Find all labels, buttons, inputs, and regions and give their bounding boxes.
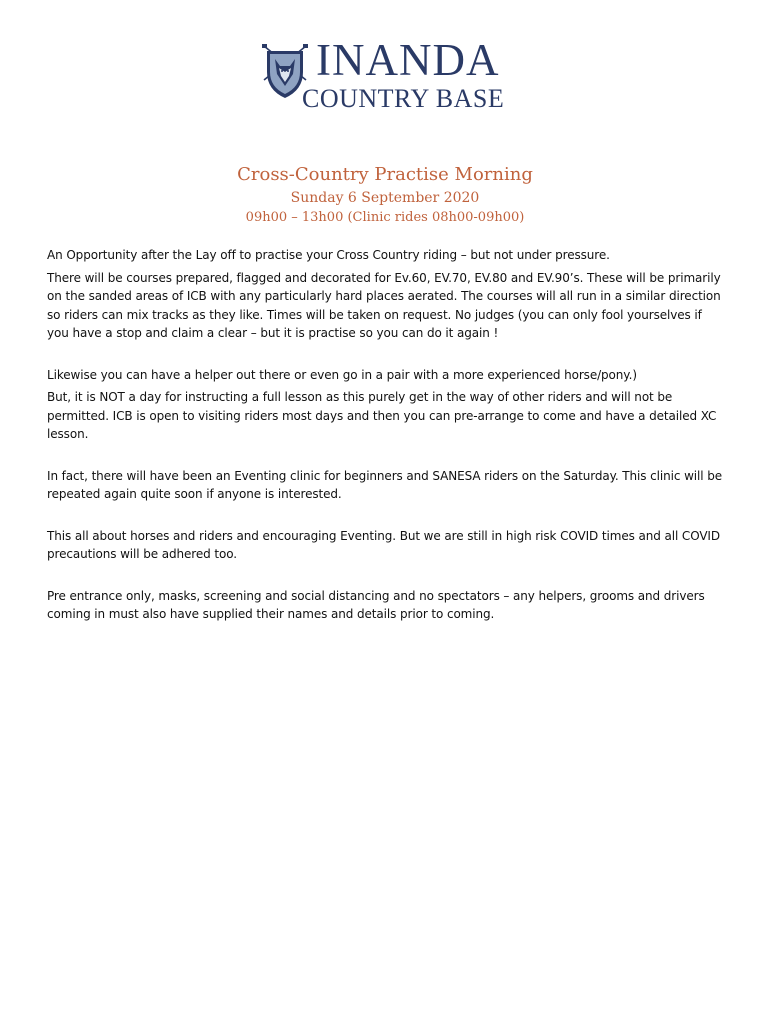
paragraph: An Opportunity after the Lay off to practise your Cross Country riding – but not under pressure. xyxy=(47,248,610,262)
document-title: Cross-Country Practise Morning xyxy=(237,164,533,185)
paragraph: There will be courses prepared, flagged and decorated for Ev.60, EV.70, EV.80 and EV.90’s. These will be primarily on the sanded areas of ICB with any particularly hard places aerated. The courses will all run in a similar direction so riders can mix tracks as they like. Times will be taken on request. No judges (you can only fool yourselves if you have a stop and claim a clear – but it is practise so you can do it again ! xyxy=(47,270,721,340)
paragraph: But, it is NOT a day for instructing a full lesson as this purely get in the way of other riders and will not be permitted. ICB is open to visiting riders most days and then you can pre-arrange to come and have a detailed XC lesson. xyxy=(47,390,717,441)
paragraph: Pre entrance only, masks, screening and social distancing and no spectators – any helpers, grooms and drivers coming in must also have supplied their names and details prior to coming. xyxy=(47,588,705,621)
paragraph: Likewise you can have a helper out there or even go in a pair with a more experienced horse/pony.) xyxy=(47,367,637,382)
paragraph: This all about horses and riders and encouraging Eventing. But we are still in high risk COVID times and all COVID precautions will be adhered too. xyxy=(47,528,721,561)
event-date: Sunday 6 September 2020 xyxy=(290,190,480,206)
event-time: 09h00 – 13h00 (Clinic rides 08h00-09h00) xyxy=(245,210,525,225)
paragraph: In fact, there will have been an Eventing clinic for beginners and SANESA riders on the Saturday. This clinic will be repeated again quite soon if anyone is interested. xyxy=(47,468,722,501)
inanda-logo xyxy=(262,35,522,114)
logo-wordmark: INANDA xyxy=(316,35,500,85)
logo-subtitle: COUNTRY BASE xyxy=(302,84,505,113)
document-body xyxy=(47,246,727,624)
